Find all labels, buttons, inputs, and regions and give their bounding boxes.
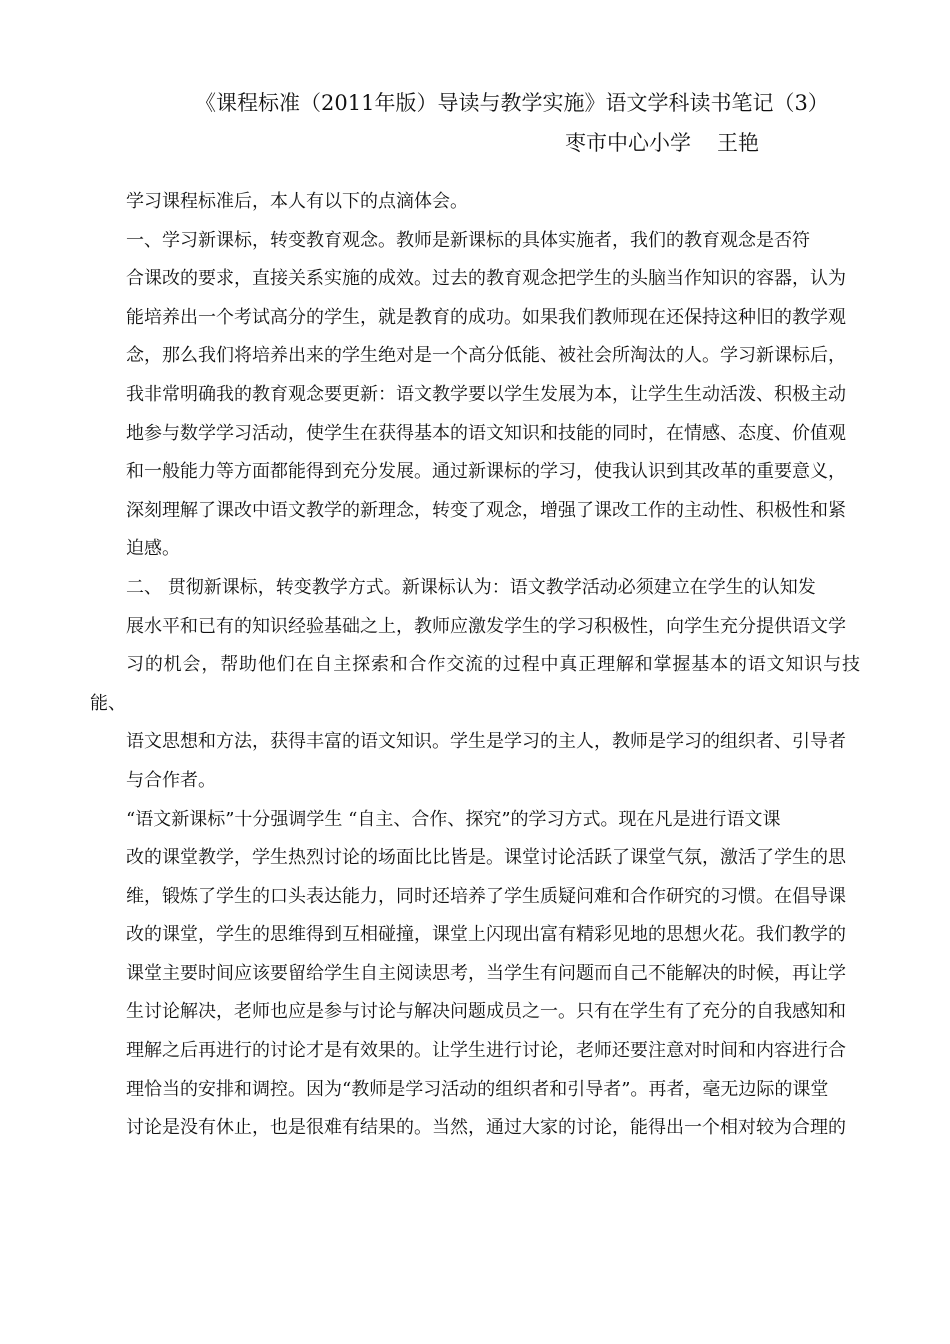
document-title: 《课程标准（2011年版）导读与教学实施》语文学科读书笔记（3） [195, 91, 829, 115]
paragraph-line: 一、学习新课标，转变教育观念。教师是新课标的具体实施者，我们的教育观念是否符 [126, 229, 810, 251]
paragraph-line: 语文思想和方法，获得丰富的语文知识。学生是学习的主人，教师是学习的组织者、引导者 [126, 731, 846, 753]
paragraph-line: “语文新课标”十分强调学生 “自主、合作、探究”的学习方式。现在凡是进行语文课 [126, 808, 781, 830]
paragraph-line: 地参与数学学习活动，使学生在获得基本的语文知识和技能的同时，在情感、态度、价值观 [126, 422, 846, 444]
paragraph-line: 我非常明确我的教育观念要更新：语文教学要以学生发展为本，让学生生动活泼、积极主动 [126, 383, 846, 405]
paragraph-line: 学习课程标准后，本人有以下的点滴体会。 [126, 191, 468, 212]
paragraph-line: 习的机会，帮助他们在自主探索和合作交流的过程中真正理解和掌握基本的语文知识与技能、 [90, 654, 860, 714]
paragraph-line: 改的课堂教学，学生热烈讨论的场面比比皆是。课堂讨论活跃了课堂气氛，激活了学生的思 [126, 847, 846, 869]
paragraph [90, 183, 860, 222]
author-line [565, 128, 759, 158]
paragraph [90, 801, 860, 1148]
paragraph-line: 讨论是没有休止，也是很难有结果的。当然，通过大家的讨论，能得出一个相对较为合理的 [126, 1117, 846, 1139]
paragraph-line: 能培养出一个考试高分的学生，就是教育的成功。如果我们教师现在还保持这种旧的教学观 [126, 306, 846, 328]
paragraph-line: 与合作者。 [126, 769, 216, 791]
paragraph-line: 念，那么我们将培养出来的学生绝对是一个高分低能、被社会所淘汰的人。学习新课标后， [126, 345, 846, 367]
paragraph-line: 迫感。 [126, 538, 180, 560]
paragraph [90, 222, 860, 569]
paragraph-line: 理解之后再进行的讨论才是有效果的。让学生进行讨论，老师还要注意对时间和内容进行合 [126, 1040, 846, 1062]
paragraph-line: 改的课堂，学生的思维得到互相碰撞，课堂上闪现出富有精彩见地的思想火花。我们教学的 [126, 924, 846, 946]
paragraph-line: 维，锻炼了学生的口头表达能力，同时还培养了学生质疑问难和合作研究的习惯。在倡导课 [126, 885, 846, 907]
paragraph-line: 理恰当的安排和调控。因为“教师是学习活动的组织者和引导者”。再者，毫无边际的课堂 [126, 1078, 829, 1100]
paragraph-line: 和一般能力等方面都能得到充分发展。通过新课标的学习，使我认识到其改革的重要意义， [126, 461, 846, 483]
author-name: 王艳 [717, 131, 759, 155]
paragraph-line: 生讨论解决，老师也应是参与讨论与解决问题成员之一。只有在学生有了充分的自我感知和 [126, 1001, 846, 1023]
paragraph [90, 569, 860, 801]
document-body [90, 183, 860, 1148]
paragraph-line: 合课改的要求，直接关系实施的成效。过去的教育观念把学生的头脑当作知识的容器，认为 [126, 268, 846, 290]
paragraph-line: 二、 贯彻新课标，转变教学方式。新课标认为：语文教学活动必须建立在学生的认知发 [126, 576, 816, 598]
school-name: 枣市中心小学 [565, 131, 691, 155]
paragraph-line: 深刻理解了课改中语文教学的新理念，转变了观念，增强了课改工作的主动性、积极性和紧 [126, 499, 846, 521]
paragraph-line: 展水平和已有的知识经验基础之上，教师应激发学生的学习积极性，向学生充分提供语文学 [126, 615, 846, 637]
paragraph-line: 课堂主要时间应该要留给学生自主阅读思考，当学生有问题而自己不能解决的时候，再让学 [126, 962, 846, 984]
